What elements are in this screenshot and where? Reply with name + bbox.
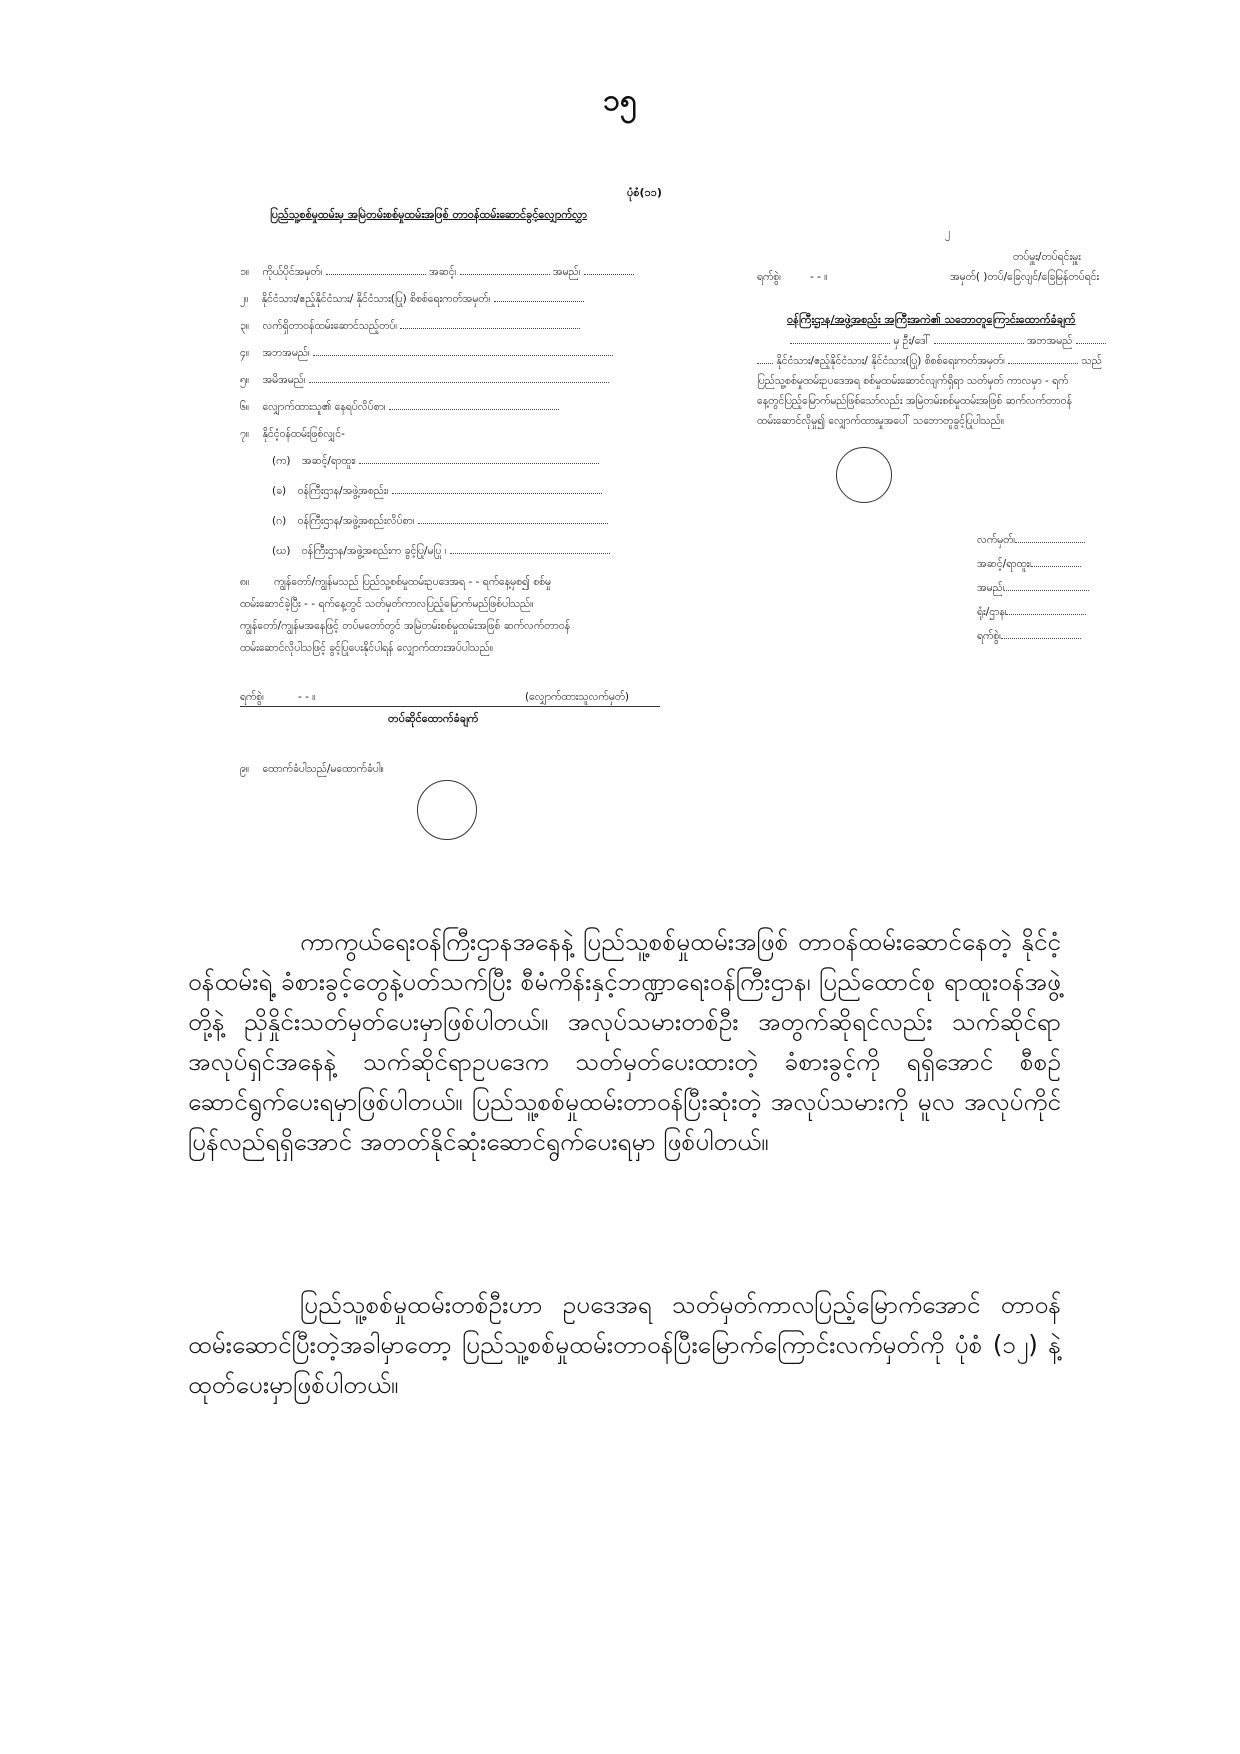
subfield-row-gha	[272, 544, 610, 558]
field-row-1	[240, 265, 634, 279]
sign-field-signature	[977, 533, 1085, 547]
right-page-marker: ၂	[945, 227, 951, 239]
subfield-label: ဝန်ကြီးဌာန/အဖွဲ့အစည်း၊	[297, 485, 389, 497]
field-row-3	[240, 319, 580, 333]
field-row-2	[240, 292, 584, 306]
field-label: အမည်၊	[552, 266, 581, 278]
item9-label: ထောက်ခံပါသည်/မထောက်ခံပါ။	[262, 763, 384, 775]
field-label: လျှောက်ထားသူ၏ နေရပ်လိပ်စာ၊	[262, 401, 386, 413]
body-text: နိုင်ငံသား/ဧည့်နိုင်ငံသား/ နိုင်ငံသား(ပြု) စိစစ်ရေးကတ်အမှတ်၊	[776, 355, 1005, 367]
seal-circle-right	[836, 447, 892, 503]
subfield-num: (ဃ)	[272, 545, 291, 557]
sign-label: ရက်စွဲ၊	[977, 630, 1001, 642]
right-date-label: ရက်စွဲ၊	[757, 271, 781, 283]
field-num: ၁။	[240, 266, 250, 278]
ministry-approval-heading: ဝန်ကြီးဌာန/အဖွဲ့အစည်း အကြီးအကဲ၏ သဘောတူကြောင်းထောက်ခံချက်	[787, 313, 1076, 326]
field-row-6	[240, 400, 559, 414]
subfield-label: ဝန်ကြီးဌာန/အဖွဲ့အစည်းက ခွင့်ပြု/မပြု ၊	[301, 545, 447, 557]
item8-line-3: ကျွန်တော်/ကျွန်မအနေဖြင့် တပ်မတော်တွင် အမြဲတမ်းစစ်မှုထမ်းအဖြစ် ဆက်လက်တာဝန်	[240, 620, 571, 632]
sign-label: လက်မှတ်၊	[977, 534, 1016, 546]
body-text: မှ ဦး/ဒေါ်	[893, 335, 931, 347]
form-title: ပြည်သူ့စစ်မှုထမ်းမှ အမြဲတမ်းစစ်မှုထမ်းအဖြစ် တာဝန်ထမ်းဆောင်ခွင့်လျှောက်လွှာ	[270, 208, 587, 221]
body-text: အဘအမည်	[1026, 335, 1073, 347]
sign-field-name	[977, 581, 1089, 595]
sign-field-date	[977, 629, 1081, 643]
item9-row	[240, 762, 384, 776]
subfield-label: အဆင့်/ရာထူး၊	[301, 455, 356, 467]
body-paragraph-2	[188, 1285, 1061, 1405]
subfield-num: (ခ)	[272, 485, 287, 497]
right-body-line-3: ပြည်သူ့စစ်မှုထမ်းဥပဒေအရ စစ်မှုထမ်းဆောင်လျက်ရှိရာ သတ်မှတ် ကာလမှာ - ရက်	[757, 375, 1069, 387]
field-num: ၂။	[240, 293, 249, 305]
unit-commander-label: တပ်မှူး/တပ်ရင်းမှူး	[1013, 251, 1081, 263]
field-label: အမိအမည်၊	[262, 374, 306, 386]
item8-line-2: ထမ်းဆောင်ခဲ့ပြီး - - ရက်နေ့တွင် သတ်မှတ်ကာလပြည့်မြောက်မည်ဖြစ်ပါသည်။	[240, 598, 534, 610]
seal-circle	[417, 780, 477, 840]
field-label: နိုင်ငံ့ဝန်ထမ်းဖြစ်လျှင်-	[262, 428, 345, 440]
applicant-signature-label: (လျှောက်ထားသူလက်မှတ်)	[525, 691, 630, 703]
date-separators: - - ။	[298, 691, 316, 703]
field-label: ကိုယ်ပိုင်အမှတ်၊	[262, 266, 323, 278]
subfield-row-ka	[272, 454, 599, 468]
item8-num: ၈။	[240, 576, 250, 588]
field-label: နိုင်ငံသား/ဧည့်နိုင်ငံသား/ နိုင်ငံသား(ပြု) စိစစ်ရေးကတ်အမှတ်၊	[261, 293, 491, 305]
field-num: ၇။	[240, 428, 250, 440]
field-label: အဆင့်၊	[428, 266, 457, 278]
body-text: သည်	[1081, 355, 1102, 367]
sign-field-office	[977, 605, 1086, 619]
right-body-line-2	[757, 354, 1102, 368]
sign-label: အမည်၊	[977, 582, 1005, 594]
divider-line	[240, 706, 660, 707]
sign-label: အဆင့်/ရာထူး၊	[977, 558, 1031, 570]
sign-field-rank	[977, 557, 1081, 571]
item9-num: ၉။	[240, 763, 250, 775]
subfield-num: (က)	[272, 455, 291, 467]
right-date-separators: - - ။	[810, 271, 828, 283]
reference-number: အမှတ်( )တပ်/ခြေလျင်/ခြေမြန်တပ်ရင်း	[950, 271, 1100, 283]
item8-line-4: ထမ်းဆောင်လိုပါသဖြင့် ခွင့်ပြုပေးနိုင်ပါရန် လျှောက်ထားအပ်ပါသည်။	[240, 642, 494, 654]
date-label: ရက်စွဲ၊	[240, 691, 264, 703]
paragraph-text: ကာကွယ်ရေးဝန်ကြီးဌာနအနေနဲ့ ပြည်သူ့စစ်မှုထမ်းအဖြစ် တာဝန်ထမ်းဆောင်နေတဲ့ နိုင်ငံ့ဝန်ထမ်းရဲ့ ခံစားခွင့်တွေနဲ့ပတ်သက်ပြီး စီမံကိန်းနှင့်ဘဏ္ဍာရေးဝန်ကြီးဌာန၊ ပြည်ထောင်စု ရာထူးဝန်အဖွဲ့တို့နဲ့ ညှိနှိုင်းသတ်မှတ်ပေးမှာဖြစ်ပါတယ်။ အလုပ်သမားတစ်ဦး အတွက်ဆိုရင်လည်း သက်ဆိုင်ရာအလုပ်ရှင်အနေနဲ့ သက်ဆိုင်ရာဥပဒေက သတ်မှတ်ပေးထားတဲ့ ခံစားခွင့်ကို ရရှိအောင် စီစဉ်ဆောင်ရွက်ပေးရမှာဖြစ်ပါတယ်။ ပြည်သူ့စစ်မှုထမ်းတာဝန်ပြီးဆုံးတဲ့ အလုပ်သမားကို မူလ အလုပ်ကိုင်ပြန်လည်ရရှိအောင် အတတ်နိုင်ဆုံးဆောင်ရွက်ပေးရမှာ ဖြစ်ပါတယ်။	[188, 927, 1061, 1156]
field-num: ၅။	[240, 374, 250, 386]
item8-line-1: ကျွန်တော်/ကျွန်မသည် ပြည်သူ့စစ်မှုထမ်းဥပဒေအရ - - ရက်နေ့မှစ၍ စစ်မှု	[274, 576, 552, 588]
field-row-5	[240, 373, 609, 387]
subfield-num: (ဂ)	[272, 515, 287, 527]
field-num: ၄။	[240, 347, 250, 359]
form-code: ပုံစံ(၁၁)	[627, 186, 662, 199]
field-num: ၆။	[240, 401, 250, 413]
body-paragraph-1	[188, 922, 1061, 1162]
sign-label: ရုံး/ဌာန၊	[977, 606, 1007, 618]
subfield-row-kha	[272, 484, 602, 498]
field-row-7	[240, 427, 345, 441]
page-number: ၁၅	[603, 83, 637, 118]
subfield-label: ဝန်ကြီးဌာန/အဖွဲ့အစည်းလိပ်စာ၊	[297, 515, 415, 527]
right-body-line-4: နေ့တွင်ပြည့်မြောက်မည်ဖြစ်သော်လည်း အမြဲတမ်းစစ်မှုထမ်းအဖြစ် ဆက်လက်တာဝန်	[757, 395, 1072, 407]
subfield-row-ga	[272, 514, 608, 528]
paragraph-text: ပြည်သူ့စစ်မှုထမ်းတစ်ဦးဟာ ဥပဒေအရ သတ်မှတ်ကာလပြည့်မြောက်အောင် တာဝန် ထမ်းဆောင်ပြီးတဲ့အခါမှာတော့ ပြည်သူ့စစ်မှုထမ်းတာဝန်ပြီးမြောက်ကြောင်းလက်မှတ်ကို ပုံစံ (၁၂) နဲ့ ထုတ်ပေးမှာဖြစ်ပါတယ်။	[188, 1290, 1061, 1399]
right-body-line-5: ထမ်းဆောင်လိုမှု၍ လျှောက်ထားမှုအပေါ် သဘောတူခွင့်ပြုပါသည်။	[757, 415, 1005, 427]
field-label: လက်ရှိတာဝန်ထမ်းဆောင်သည့်တပ်၊	[262, 320, 398, 332]
field-label: အဘအမည်၊	[262, 347, 310, 359]
approval-title: တပ်ဆိုင်ထောက်ခံချက်	[388, 712, 479, 725]
field-row-4	[240, 346, 613, 360]
right-body-line-1	[790, 334, 1106, 348]
field-num: ၃။	[240, 320, 250, 332]
